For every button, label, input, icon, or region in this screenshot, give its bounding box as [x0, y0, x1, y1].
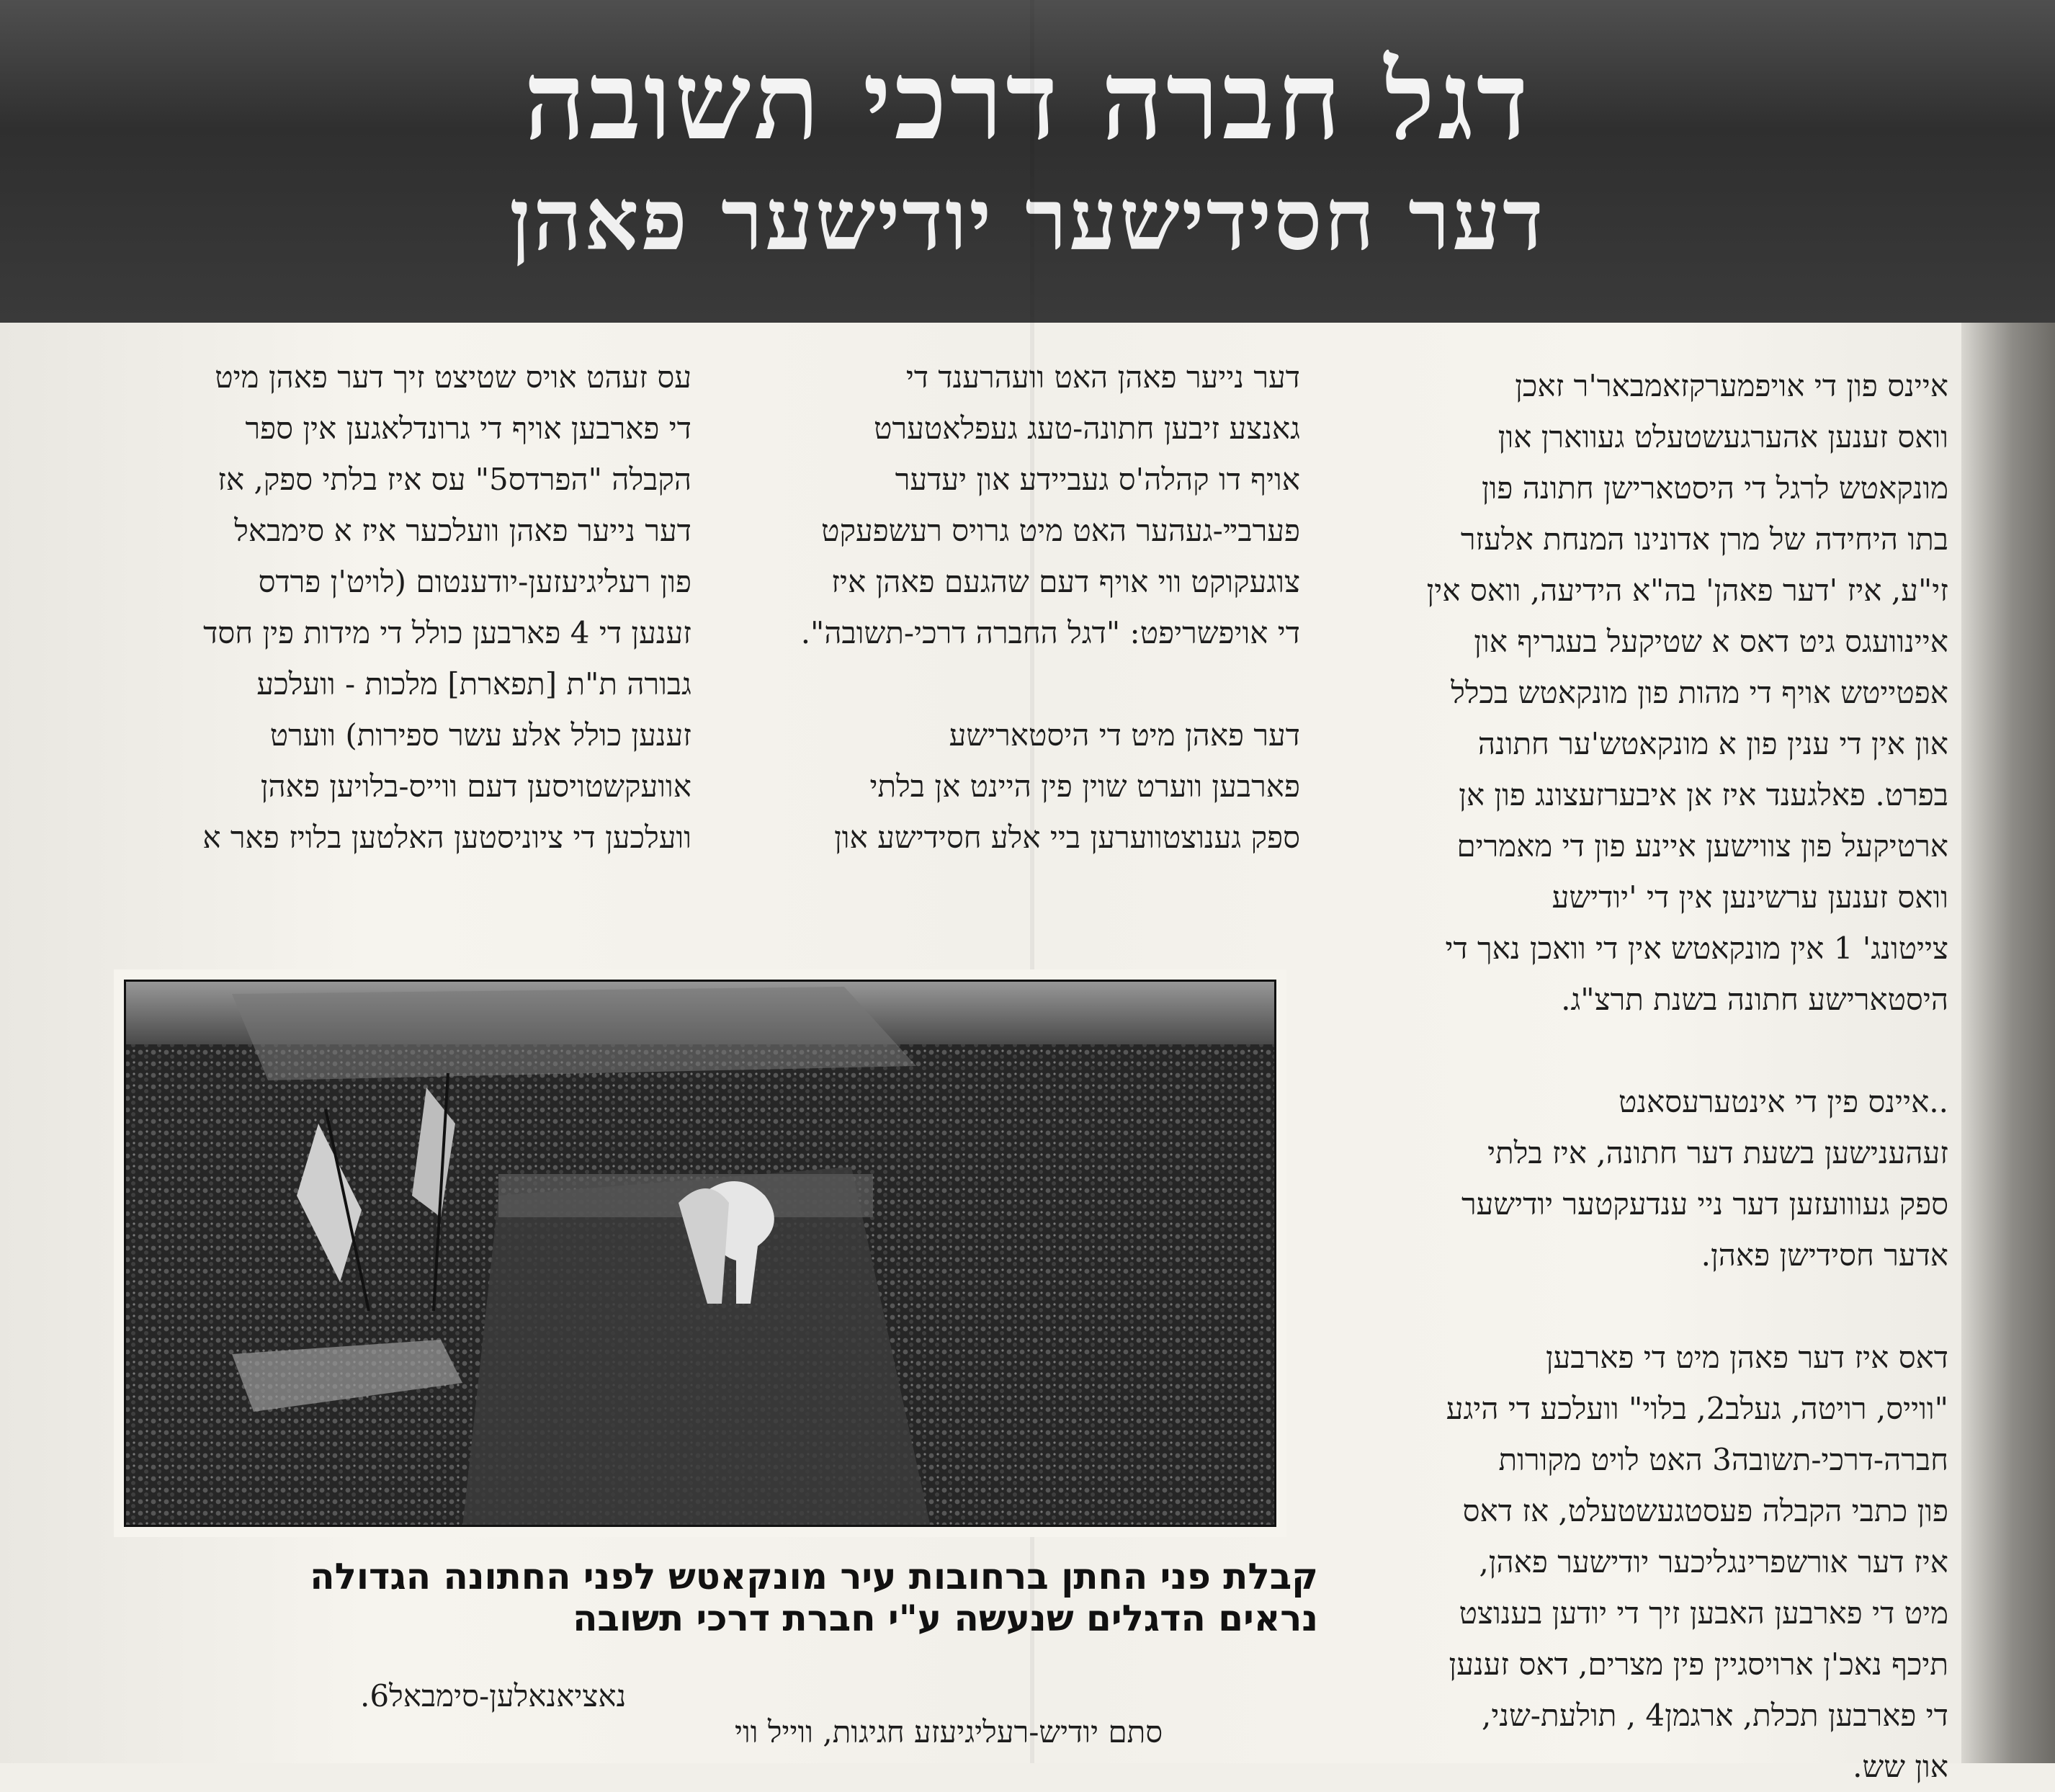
text-line: דער נייער פאהן וועלכער איז א סימבאל	[234, 513, 691, 548]
text-line: פון כתבי הקבלה פעסטגעשטעלט, אז דאס	[1462, 1493, 1948, 1528]
text-line: היסטארישע חתונה בשנת תרצ"ג.	[1561, 982, 1948, 1017]
text-line: און שש.	[1853, 1749, 1948, 1784]
text-line: עס זעהט אויס שטיצט זיך דער פאהן מיט	[215, 359, 691, 395]
text-line: פון רעליגיעזען-יודענטום (לויט'ן פרדס	[258, 564, 691, 599]
text-line: ..איינס פין די אינטערעסאנט	[1618, 1084, 1948, 1119]
text-line: איז דער אורשפרינגליכער יודישער פאהן,	[1479, 1544, 1948, 1580]
text-line: גאנצע זיבען חתונה-טעג געפלאטערט	[874, 411, 1300, 446]
text-line: תיכף נאכ'ן ארויסגיין פין מצרים, דאס זענען	[1449, 1647, 1948, 1682]
article-column-left	[58, 351, 691, 863]
text-line: די אויפשריפט: "דגל החברה דרכי-תשובה".	[800, 615, 1300, 650]
text-line: וועלכען די ציוניסטען האלטען בלויז פאר א	[202, 820, 691, 855]
article-column-right	[1379, 360, 1948, 1792]
text-line: פערבײ-געהער האט מיט גרויס רעשפעקט	[821, 513, 1300, 548]
photo-graphic	[124, 980, 1276, 1527]
text-line: אוועקשטויסען דעם ווייס-בלויען פאהן	[260, 769, 691, 804]
caption-line-1: קבלת פני החתן ברחובות עיר מונקאטש לפני החתונה הגדולה	[310, 1556, 1318, 1598]
text-line: "ווייס, רויטה, געלב2, בלוי" וועלכע די היגע	[1446, 1391, 1948, 1426]
text-line: בתו היחידה של מרן אדונינו המנחת אלעזר	[1460, 521, 1948, 557]
article-paragraph	[1379, 360, 1948, 1025]
article-paragraph	[1379, 1076, 1948, 1281]
text-line: איינס פון די אויפמערקזאמבאר'ר זאכן	[1515, 368, 1948, 403]
text-line: חברה-דרכי-תשובה3 האט לויט מקורות	[1498, 1442, 1948, 1477]
text-line: צייטונג' 1 אין מונקאטש אין די וואכן נאך די	[1445, 931, 1948, 966]
text-line: די פארבען תכלת, ארגמן4 , תולעת-שני,	[1482, 1698, 1948, 1733]
text-line: בפרט. פאלגענד איז אן איבערזעצונג פון אן	[1459, 777, 1948, 812]
text-line: הקבלה "הפרדס5" עס איז בלתי ספק, אז	[218, 462, 691, 497]
procession-photo	[124, 980, 1276, 1527]
page-title: דגל חברה דרכי תשובה	[524, 37, 1531, 164]
text-line: זענען די 4 פארבען כולל די מידות פין חסד	[203, 615, 691, 650]
photo-caption	[122, 1556, 1318, 1639]
text-line: איינוועגס גיט דאס א שטיקעל בעגריף און	[1474, 624, 1948, 659]
article-paragraph	[1379, 1332, 1948, 1792]
masthead	[0, 0, 2055, 323]
text-line: די פארבען אויף די גרונדלאגען אין ספר	[245, 411, 691, 446]
scan-edge-shadow	[1961, 323, 2055, 1763]
article-paragraph	[731, 351, 1300, 658]
footnote-middle: סתם יודיש-רעליגיעזע חגיגות, ווייל ווי	[735, 1714, 1163, 1750]
text-line: ספק גענוצטווערען ביי אלע חסידישע און	[834, 820, 1300, 855]
caption-line-2: נראים הדגלים שנעשה ע"י חברת דרכי תשובה	[573, 1598, 1318, 1639]
text-line: מיט די פארבען האבען זיך די יודען בענוצט	[1459, 1595, 1948, 1631]
article-paragraph	[731, 709, 1300, 863]
text-line: זי"ע, איז 'דער פאהן' בה"א הידיעה, וואס אין	[1426, 573, 1948, 608]
text-line: ארטיקעל פון צווישען איינע פון די מאמרים	[1456, 828, 1948, 864]
article-column-middle	[731, 351, 1300, 863]
text-line: זעהענישען בשעת דער חתונה, איז בלתי	[1487, 1135, 1948, 1170]
text-line: אויף דו קהלה'ס געביידע און יעדער	[895, 462, 1300, 497]
article-paragraph	[58, 351, 691, 863]
page-subtitle: דער חסידישער יודישער פאהן	[509, 169, 1546, 269]
text-line: אדער חסידישן פאהן.	[1701, 1237, 1948, 1273]
text-line: דער פאהן מיט די היסטארישע	[949, 717, 1300, 753]
text-line: וואס זענען ערשינען אין די 'יודישע	[1552, 879, 1948, 915]
text-line: צוגעקוקט ווי אויף דעם שהגעם פאהן איז	[831, 564, 1300, 599]
footnote-left: נאציאנאלען-סימבאל6.	[360, 1678, 627, 1713]
text-line: און אין די ענין פון א מונקאטש'ער חתונה	[1477, 726, 1948, 761]
text-line: ספק געווועזען דער ניי ענדעקטער יודישער	[1461, 1186, 1948, 1222]
text-line: זענען כולל אלע עשר ספירות) ווערט	[269, 717, 691, 753]
text-line: מונקאטש לרגל די היסטארישן חתונה פון	[1481, 470, 1948, 506]
text-line: גבורה ת"ת [תפארת] מלכות - וועלכע	[256, 666, 691, 702]
text-line: דער נייער פאהן האט וועהרענד די	[905, 359, 1300, 395]
text-line: וואס זענען אהערגעשטעלט געווארן און	[1497, 419, 1948, 454]
text-line: דאס איז דער פאהן מיט די פארבען	[1545, 1340, 1948, 1375]
text-line: אפטייטש אויף די מהות פון מונקאטש בכלל	[1451, 675, 1948, 710]
text-line: פארבען ווערט שוין פין היינט אן בלתי	[869, 769, 1300, 804]
